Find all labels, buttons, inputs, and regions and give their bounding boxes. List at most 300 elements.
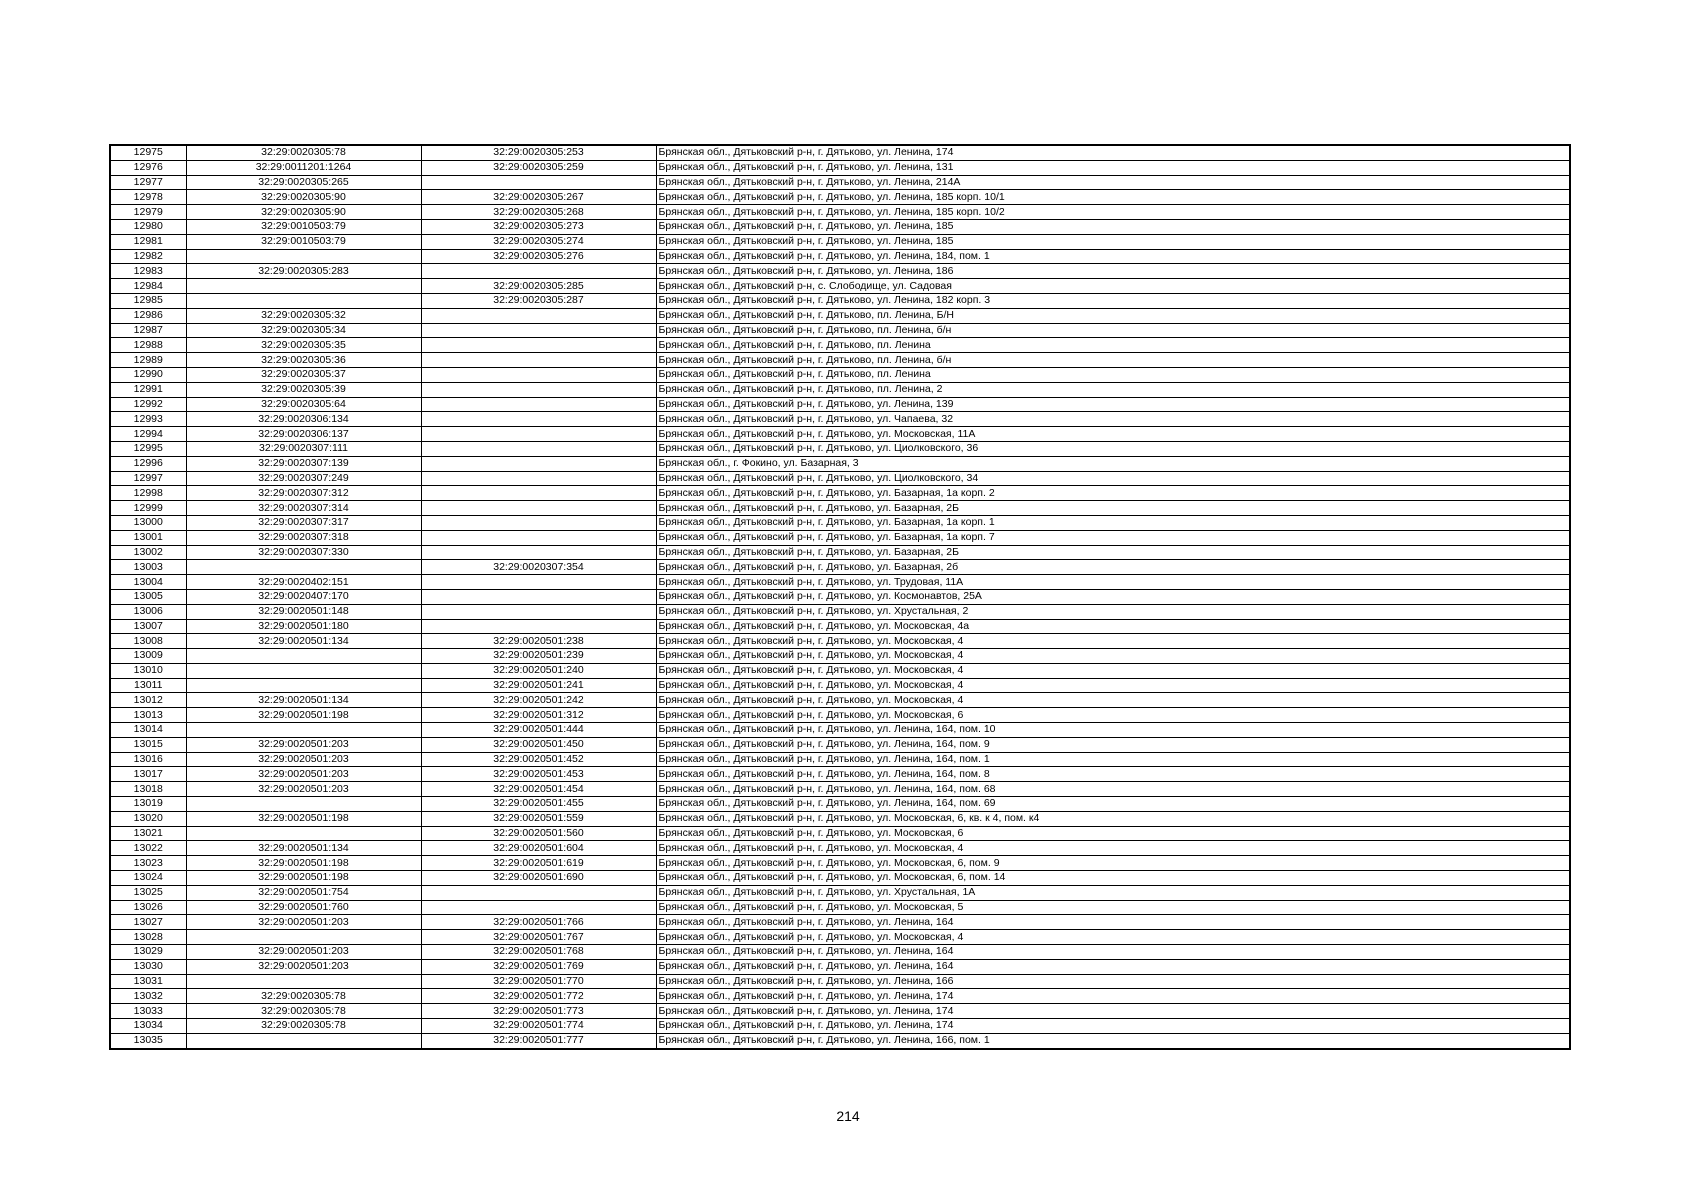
cadastral-number-cell: 32:29:0020501:772 xyxy=(421,989,656,1004)
table-row xyxy=(110,323,1570,338)
row-number-cell: 13000 xyxy=(110,515,186,530)
parent-cadastral-number-cell: 32:29:0020501:198 xyxy=(186,856,421,871)
table-row xyxy=(110,826,1570,841)
row-number-cell: 13011 xyxy=(110,678,186,693)
row-number-cell: 13014 xyxy=(110,723,186,738)
row-number-cell: 13012 xyxy=(110,693,186,708)
row-number-cell: 13023 xyxy=(110,856,186,871)
cadastral-number-cell: 32:29:0020501:312 xyxy=(421,708,656,723)
address-cell: Брянская обл., Дятьковский р-н, г. Дятьково, ул. Ленина, 174 xyxy=(656,145,1570,160)
parent-cadastral-number-cell xyxy=(186,678,421,693)
table-row xyxy=(110,486,1570,501)
address-cell: Брянская обл., Дятьковский р-н, г. Дятьково, ул. Московская, 6, пом. 14 xyxy=(656,871,1570,886)
table-row xyxy=(110,219,1570,234)
cadastral-number-cell xyxy=(421,382,656,397)
table-row xyxy=(110,619,1570,634)
table-row xyxy=(110,545,1570,560)
address-cell: Брянская обл., Дятьковский р-н, г. Дятьково, ул. Ленина, 164 xyxy=(656,915,1570,930)
records-table-body xyxy=(110,145,1570,1049)
table-row xyxy=(110,575,1570,590)
page-number: 214 xyxy=(836,1108,860,1124)
row-number-cell: 12980 xyxy=(110,219,186,234)
row-number-cell: 12990 xyxy=(110,367,186,382)
address-cell: Брянская обл., Дятьковский р-н, г. Дятьково, ул. Ленина, 185 корп. 10/2 xyxy=(656,205,1570,220)
address-cell: Брянская обл., Дятьковский р-н, г. Дятьково, ул. Ленина, 164, пом. 8 xyxy=(656,767,1570,782)
table-row xyxy=(110,1004,1570,1019)
parent-cadastral-number-cell: 32:29:0020501:203 xyxy=(186,945,421,960)
cadastral-number-cell: 32:29:0020501:454 xyxy=(421,782,656,797)
cadastral-number-cell xyxy=(421,604,656,619)
parent-cadastral-number-cell: 32:29:0020305:90 xyxy=(186,190,421,205)
cadastral-number-cell xyxy=(421,367,656,382)
address-cell: Брянская обл., Дятьковский р-н, г. Дятьково, ул. Московская, 4 xyxy=(656,678,1570,693)
table-row xyxy=(110,1019,1570,1034)
table-row xyxy=(110,752,1570,767)
table-row xyxy=(110,382,1570,397)
parent-cadastral-number-cell: 32:29:0020402:151 xyxy=(186,575,421,590)
cadastral-number-cell: 32:29:0020501:604 xyxy=(421,841,656,856)
cadastral-number-cell xyxy=(421,515,656,530)
row-number-cell: 13028 xyxy=(110,930,186,945)
row-number-cell: 13017 xyxy=(110,767,186,782)
parent-cadastral-number-cell: 32:29:0020305:34 xyxy=(186,323,421,338)
parent-cadastral-number-cell: 32:29:0020501:148 xyxy=(186,604,421,619)
row-number-cell: 13008 xyxy=(110,634,186,649)
row-number-cell: 13029 xyxy=(110,945,186,960)
parent-cadastral-number-cell: 32:29:0011201:1264 xyxy=(186,160,421,175)
table-row xyxy=(110,145,1570,160)
cadastral-number-cell: 32:29:0020501:777 xyxy=(421,1033,656,1048)
parent-cadastral-number-cell xyxy=(186,663,421,678)
row-number-cell: 13026 xyxy=(110,900,186,915)
parent-cadastral-number-cell: 32:29:0010503:79 xyxy=(186,234,421,249)
row-number-cell: 13002 xyxy=(110,545,186,560)
parent-cadastral-number-cell: 32:29:0020305:78 xyxy=(186,989,421,1004)
row-number-cell: 12986 xyxy=(110,308,186,323)
address-cell: Брянская обл., Дятьковский р-н, г. Дятьково, ул. Ленина, 166 xyxy=(656,974,1570,989)
row-number-cell: 12996 xyxy=(110,456,186,471)
row-number-cell: 12979 xyxy=(110,205,186,220)
table-row xyxy=(110,930,1570,945)
address-cell: Брянская обл., Дятьковский р-н, г. Дятьково, ул. Московская, 4 xyxy=(656,663,1570,678)
parent-cadastral-number-cell: 32:29:0020305:90 xyxy=(186,205,421,220)
table-row xyxy=(110,663,1570,678)
parent-cadastral-number-cell xyxy=(186,249,421,264)
cadastral-number-cell: 32:29:0020305:287 xyxy=(421,293,656,308)
address-cell: Брянская обл., Дятьковский р-н, г. Дятьково, ул. Базарная, 2Б xyxy=(656,501,1570,516)
table-row xyxy=(110,723,1570,738)
address-cell: Брянская обл., Дятьковский р-н, г. Дятьково, ул. Московская, 6 xyxy=(656,708,1570,723)
cadastral-number-cell xyxy=(421,575,656,590)
address-cell: Брянская обл., Дятьковский р-н, г. Дятьково, ул. Хрустальная, 1А xyxy=(656,885,1570,900)
row-number-cell: 13015 xyxy=(110,737,186,752)
cadastral-number-cell xyxy=(421,441,656,456)
row-number-cell: 12975 xyxy=(110,145,186,160)
address-cell: Брянская обл., Дятьковский р-н, г. Дятьково, пл. Ленина, 2 xyxy=(656,382,1570,397)
row-number-cell: 12976 xyxy=(110,160,186,175)
table-row xyxy=(110,885,1570,900)
address-cell: Брянская обл., Дятьковский р-н, г. Дятьково, ул. Ленина, 184, пом. 1 xyxy=(656,249,1570,264)
cadastral-number-cell xyxy=(421,264,656,279)
address-cell: Брянская обл., Дятьковский р-н, г. Дятьково, ул. Циолковского, 36 xyxy=(656,441,1570,456)
address-cell: Брянская обл., Дятьковский р-н, г. Дятьково, ул. Ленина, 164 xyxy=(656,959,1570,974)
address-cell: Брянская обл., Дятьковский р-н, г. Дятьково, ул. Московская, 4 xyxy=(656,693,1570,708)
row-number-cell: 12999 xyxy=(110,501,186,516)
table-row xyxy=(110,160,1570,175)
cadastral-number-cell: 32:29:0020501:242 xyxy=(421,693,656,708)
cadastral-number-cell xyxy=(421,456,656,471)
table-row xyxy=(110,560,1570,575)
parent-cadastral-number-cell: 32:29:0020501:203 xyxy=(186,782,421,797)
cadastral-number-cell: 32:29:0020305:274 xyxy=(421,234,656,249)
address-cell: Брянская обл., Дятьковский р-н, г. Дятьково, ул. Московская, 5 xyxy=(656,900,1570,915)
cadastral-number-cell: 32:29:0020501:767 xyxy=(421,930,656,945)
table-row xyxy=(110,397,1570,412)
cadastral-number-cell: 32:29:0020501:239 xyxy=(421,649,656,664)
row-number-cell: 13010 xyxy=(110,663,186,678)
parent-cadastral-number-cell: 32:29:0020501:134 xyxy=(186,841,421,856)
row-number-cell: 12981 xyxy=(110,234,186,249)
parent-cadastral-number-cell: 32:29:0020307:314 xyxy=(186,501,421,516)
address-cell: Брянская обл., Дятьковский р-н, г. Дятьково, ул. Ленина, 139 xyxy=(656,397,1570,412)
table-row xyxy=(110,767,1570,782)
parent-cadastral-number-cell: 32:29:0020305:265 xyxy=(186,175,421,190)
parent-cadastral-number-cell xyxy=(186,930,421,945)
parent-cadastral-number-cell: 32:29:0020501:198 xyxy=(186,871,421,886)
cadastral-number-cell: 32:29:0020501:444 xyxy=(421,723,656,738)
cadastral-number-cell xyxy=(421,900,656,915)
row-number-cell: 13018 xyxy=(110,782,186,797)
table-row xyxy=(110,412,1570,427)
row-number-cell: 13022 xyxy=(110,841,186,856)
row-number-cell: 13025 xyxy=(110,885,186,900)
cadastral-number-cell xyxy=(421,323,656,338)
row-number-cell: 13020 xyxy=(110,811,186,826)
cadastral-number-cell xyxy=(421,175,656,190)
parent-cadastral-number-cell xyxy=(186,293,421,308)
address-cell: Брянская обл., Дятьковский р-н, г. Дятьково, ул. Трудовая, 11А xyxy=(656,575,1570,590)
cadastral-number-cell: 32:29:0020501:559 xyxy=(421,811,656,826)
address-cell: Брянская обл., Дятьковский р-н, г. Дятьково, ул. Ленина, 185 xyxy=(656,219,1570,234)
address-cell: Брянская обл., Дятьковский р-н, г. Дятьково, ул. Хрустальная, 2 xyxy=(656,604,1570,619)
parent-cadastral-number-cell: 32:29:0020307:312 xyxy=(186,486,421,501)
cadastral-number-cell: 32:29:0020501:455 xyxy=(421,797,656,812)
table-row xyxy=(110,501,1570,516)
table-row xyxy=(110,589,1570,604)
table-row xyxy=(110,604,1570,619)
table-row xyxy=(110,974,1570,989)
row-number-cell: 13006 xyxy=(110,604,186,619)
table-row xyxy=(110,190,1570,205)
cadastral-number-cell xyxy=(421,885,656,900)
table-row xyxy=(110,782,1570,797)
cadastral-number-cell: 32:29:0020501:238 xyxy=(421,634,656,649)
cadastral-number-cell xyxy=(421,530,656,545)
address-cell: Брянская обл., Дятьковский р-н, г. Дятьково, ул. Ленина, 164, пом. 10 xyxy=(656,723,1570,738)
parent-cadastral-number-cell: 32:29:0020501:134 xyxy=(186,634,421,649)
cadastral-number-cell: 32:29:0020307:354 xyxy=(421,560,656,575)
row-number-cell: 13035 xyxy=(110,1033,186,1048)
table-row xyxy=(110,900,1570,915)
parent-cadastral-number-cell: 32:29:0020305:78 xyxy=(186,145,421,160)
row-number-cell: 12998 xyxy=(110,486,186,501)
parent-cadastral-number-cell xyxy=(186,1033,421,1048)
table-row xyxy=(110,841,1570,856)
address-cell: Брянская обл., Дятьковский р-н, г. Дятьково, ул. Московская, 6, кв. к 4, пом. к4 xyxy=(656,811,1570,826)
row-number-cell: 12978 xyxy=(110,190,186,205)
address-cell: Брянская обл., Дятьковский р-н, г. Дятьково, ул. Циолковского, 34 xyxy=(656,471,1570,486)
parent-cadastral-number-cell xyxy=(186,649,421,664)
address-cell: Брянская обл., Дятьковский р-н, г. Дятьково, ул. Базарная, 2б xyxy=(656,560,1570,575)
parent-cadastral-number-cell: 32:29:0020307:249 xyxy=(186,471,421,486)
row-number-cell: 13007 xyxy=(110,619,186,634)
cadastral-number-cell: 32:29:0020501:240 xyxy=(421,663,656,678)
cadastral-number-cell xyxy=(421,308,656,323)
parent-cadastral-number-cell xyxy=(186,560,421,575)
table-row xyxy=(110,471,1570,486)
parent-cadastral-number-cell: 32:29:0020305:78 xyxy=(186,1004,421,1019)
parent-cadastral-number-cell: 32:29:0020305:36 xyxy=(186,353,421,368)
parent-cadastral-number-cell: 32:29:0020307:330 xyxy=(186,545,421,560)
address-cell: Брянская обл., Дятьковский р-н, г. Дятьково, ул. Ленина, 164 xyxy=(656,945,1570,960)
row-number-cell: 12993 xyxy=(110,412,186,427)
address-cell: Брянская обл., Дятьковский р-н, г. Дятьково, ул. Ленина, 185 корп. 10/1 xyxy=(656,190,1570,205)
parent-cadastral-number-cell xyxy=(186,723,421,738)
row-number-cell: 13001 xyxy=(110,530,186,545)
table-row xyxy=(110,249,1570,264)
table-row xyxy=(110,915,1570,930)
cadastral-number-cell: 32:29:0020305:273 xyxy=(421,219,656,234)
cadastral-number-cell xyxy=(421,353,656,368)
cadastral-number-cell: 32:29:0020305:268 xyxy=(421,205,656,220)
address-cell: Брянская обл., Дятьковский р-н, г. Дятьково, ул. Московская, 4 xyxy=(656,649,1570,664)
parent-cadastral-number-cell xyxy=(186,974,421,989)
parent-cadastral-number-cell: 32:29:0020501:180 xyxy=(186,619,421,634)
table-row xyxy=(110,441,1570,456)
cadastral-number-cell xyxy=(421,589,656,604)
parent-cadastral-number-cell: 32:29:0020501:198 xyxy=(186,708,421,723)
cadastral-number-cell: 32:29:0020501:770 xyxy=(421,974,656,989)
cadastral-number-cell: 32:29:0020501:769 xyxy=(421,959,656,974)
records-table xyxy=(109,144,1571,1050)
table-row xyxy=(110,856,1570,871)
address-cell: Брянская обл., Дятьковский р-н, г. Дятьково, ул. Чапаева, 32 xyxy=(656,412,1570,427)
row-number-cell: 12997 xyxy=(110,471,186,486)
address-cell: Брянская обл., Дятьковский р-н, г. Дятьково, ул. Ленина, 186 xyxy=(656,264,1570,279)
address-cell: Брянская обл., Дятьковский р-н, г. Дятьково, ул. Ленина, 185 xyxy=(656,234,1570,249)
row-number-cell: 12989 xyxy=(110,353,186,368)
row-number-cell: 13005 xyxy=(110,589,186,604)
parent-cadastral-number-cell: 32:29:0020501:203 xyxy=(186,959,421,974)
table-row xyxy=(110,989,1570,1004)
parent-cadastral-number-cell: 32:29:0020407:170 xyxy=(186,589,421,604)
row-number-cell: 12977 xyxy=(110,175,186,190)
table-row xyxy=(110,945,1570,960)
table-row xyxy=(110,634,1570,649)
table-row xyxy=(110,279,1570,294)
parent-cadastral-number-cell: 32:29:0010503:79 xyxy=(186,219,421,234)
row-number-cell: 12995 xyxy=(110,441,186,456)
cadastral-number-cell: 32:29:0020501:450 xyxy=(421,737,656,752)
table-row xyxy=(110,797,1570,812)
address-cell: Брянская обл., Дятьковский р-н, г. Дятьково, ул. Ленина, 174 xyxy=(656,989,1570,1004)
row-number-cell: 13013 xyxy=(110,708,186,723)
cadastral-number-cell xyxy=(421,486,656,501)
cadastral-number-cell xyxy=(421,338,656,353)
table-row xyxy=(110,205,1570,220)
cadastral-number-cell: 32:29:0020305:267 xyxy=(421,190,656,205)
parent-cadastral-number-cell: 32:29:0020305:35 xyxy=(186,338,421,353)
row-number-cell: 13027 xyxy=(110,915,186,930)
row-number-cell: 13032 xyxy=(110,989,186,1004)
address-cell: Брянская обл., Дятьковский р-н, г. Дятьково, ул. Базарная, 2Б xyxy=(656,545,1570,560)
address-cell: Брянская обл., Дятьковский р-н, г. Дятьково, ул. Московская, 4 xyxy=(656,841,1570,856)
parent-cadastral-number-cell: 32:29:0020307:111 xyxy=(186,441,421,456)
row-number-cell: 12992 xyxy=(110,397,186,412)
row-number-cell: 13021 xyxy=(110,826,186,841)
address-cell: Брянская обл., Дятьковский р-н, г. Дятьково, ул. Московская, 4а xyxy=(656,619,1570,634)
cadastral-number-cell xyxy=(421,545,656,560)
parent-cadastral-number-cell: 32:29:0020307:317 xyxy=(186,515,421,530)
parent-cadastral-number-cell: 32:29:0020305:39 xyxy=(186,382,421,397)
cadastral-number-cell: 32:29:0020305:276 xyxy=(421,249,656,264)
address-cell: Брянская обл., Дятьковский р-н, г. Дятьково, ул. Московская, 4 xyxy=(656,634,1570,649)
address-cell: Брянская обл., Дятьковский р-н, г. Дятьково, пл. Ленина, б/н xyxy=(656,353,1570,368)
table-row xyxy=(110,293,1570,308)
cadastral-number-cell xyxy=(421,397,656,412)
address-cell: Брянская обл., Дятьковский р-н, г. Дятьково, ул. Ленина, 164, пом. 69 xyxy=(656,797,1570,812)
cadastral-number-cell: 32:29:0020501:773 xyxy=(421,1004,656,1019)
row-number-cell: 13019 xyxy=(110,797,186,812)
cadastral-number-cell: 32:29:0020501:774 xyxy=(421,1019,656,1034)
cadastral-number-cell xyxy=(421,501,656,516)
parent-cadastral-number-cell xyxy=(186,279,421,294)
parent-cadastral-number-cell: 32:29:0020305:32 xyxy=(186,308,421,323)
cadastral-number-cell xyxy=(421,427,656,442)
parent-cadastral-number-cell xyxy=(186,826,421,841)
address-cell: Брянская обл., Дятьковский р-н, г. Дятьково, ул. Ленина, 174 xyxy=(656,1019,1570,1034)
address-cell: Брянская обл., Дятьковский р-н, г. Дятьково, ул. Ленина, 164, пом. 68 xyxy=(656,782,1570,797)
address-cell: Брянская обл., Дятьковский р-н, г. Дятьково, ул. Космонавтов, 25А xyxy=(656,589,1570,604)
address-cell: Брянская обл., Дятьковский р-н, г. Дятьково, ул. Ленина, 182 корп. 3 xyxy=(656,293,1570,308)
table-row xyxy=(110,367,1570,382)
table-row xyxy=(110,959,1570,974)
parent-cadastral-number-cell: 32:29:0020305:283 xyxy=(186,264,421,279)
address-cell: Брянская обл., Дятьковский р-н, г. Дятьково, ул. Московская, 11А xyxy=(656,427,1570,442)
table-row xyxy=(110,1033,1570,1048)
cadastral-number-cell: 32:29:0020501:453 xyxy=(421,767,656,782)
row-number-cell: 12985 xyxy=(110,293,186,308)
address-cell: Брянская обл., Дятьковский р-н, г. Дятьково, пл. Ленина xyxy=(656,338,1570,353)
parent-cadastral-number-cell: 32:29:0020306:137 xyxy=(186,427,421,442)
cadastral-number-cell: 32:29:0020305:259 xyxy=(421,160,656,175)
row-number-cell: 13033 xyxy=(110,1004,186,1019)
cadastral-number-cell: 32:29:0020501:241 xyxy=(421,678,656,693)
row-number-cell: 12984 xyxy=(110,279,186,294)
cadastral-number-cell: 32:29:0020501:766 xyxy=(421,915,656,930)
row-number-cell: 13024 xyxy=(110,871,186,886)
row-number-cell: 13030 xyxy=(110,959,186,974)
address-cell: Брянская обл., Дятьковский р-н, г. Дятьково, ул. Московская, 6 xyxy=(656,826,1570,841)
address-cell: Брянская обл., Дятьковский р-н, г. Дятьково, ул. Московская, 6, пом. 9 xyxy=(656,856,1570,871)
table-row xyxy=(110,737,1570,752)
parent-cadastral-number-cell: 32:29:0020305:78 xyxy=(186,1019,421,1034)
parent-cadastral-number-cell: 32:29:0020501:203 xyxy=(186,915,421,930)
row-number-cell: 13009 xyxy=(110,649,186,664)
address-cell: Брянская обл., Дятьковский р-н, г. Дятьково, ул. Базарная, 1а корп. 7 xyxy=(656,530,1570,545)
table-row xyxy=(110,871,1570,886)
row-number-cell: 12982 xyxy=(110,249,186,264)
parent-cadastral-number-cell: 32:29:0020307:318 xyxy=(186,530,421,545)
cadastral-number-cell: 32:29:0020501:768 xyxy=(421,945,656,960)
cadastral-number-cell xyxy=(421,412,656,427)
address-cell: Брянская обл., Дятьковский р-н, г. Дятьково, ул. Ленина, 174 xyxy=(656,1004,1570,1019)
row-number-cell: 12991 xyxy=(110,382,186,397)
row-number-cell: 13016 xyxy=(110,752,186,767)
table-row xyxy=(110,234,1570,249)
row-number-cell: 13034 xyxy=(110,1019,186,1034)
parent-cadastral-number-cell: 32:29:0020501:203 xyxy=(186,737,421,752)
address-cell: Брянская обл., Дятьковский р-н, г. Дятьково, ул. Ленина, 131 xyxy=(656,160,1570,175)
table-row xyxy=(110,678,1570,693)
parent-cadastral-number-cell: 32:29:0020501:203 xyxy=(186,767,421,782)
table-row xyxy=(110,515,1570,530)
address-cell: Брянская обл., Дятьковский р-н, г. Дятьково, ул. Базарная, 1а корп. 1 xyxy=(656,515,1570,530)
parent-cadastral-number-cell: 32:29:0020501:198 xyxy=(186,811,421,826)
parent-cadastral-number-cell: 32:29:0020307:139 xyxy=(186,456,421,471)
address-cell: Брянская обл., Дятьковский р-н, г. Дятьково, пл. Ленина xyxy=(656,367,1570,382)
cadastral-number-cell: 32:29:0020501:690 xyxy=(421,871,656,886)
row-number-cell: 13004 xyxy=(110,575,186,590)
address-cell: Брянская обл., г. Фокино, ул. Базарная, 3 xyxy=(656,456,1570,471)
address-cell: Брянская обл., Дятьковский р-н, г. Дятьково, пл. Ленина, б/н xyxy=(656,323,1570,338)
row-number-cell: 13003 xyxy=(110,560,186,575)
cadastral-number-cell: 32:29:0020305:285 xyxy=(421,279,656,294)
address-cell: Брянская обл., Дятьковский р-н, г. Дятьково, ул. Ленина, 164, пом. 1 xyxy=(656,752,1570,767)
address-cell: Брянская обл., Дятьковский р-н, г. Дятьково, ул. Ленина, 166, пом. 1 xyxy=(656,1033,1570,1048)
table-row xyxy=(110,530,1570,545)
table-row xyxy=(110,308,1570,323)
table-row xyxy=(110,693,1570,708)
row-number-cell: 12983 xyxy=(110,264,186,279)
table-row xyxy=(110,264,1570,279)
cadastral-number-cell xyxy=(421,471,656,486)
parent-cadastral-number-cell xyxy=(186,797,421,812)
address-cell: Брянская обл., Дятьковский р-н, г. Дятьково, ул. Ленина, 214А xyxy=(656,175,1570,190)
address-cell: Брянская обл., Дятьковский р-н, с. Слободище, ул. Садовая xyxy=(656,279,1570,294)
parent-cadastral-number-cell: 32:29:0020306:134 xyxy=(186,412,421,427)
table-row xyxy=(110,811,1570,826)
cadastral-number-cell: 32:29:0020501:452 xyxy=(421,752,656,767)
cadastral-number-cell: 32:29:0020501:560 xyxy=(421,826,656,841)
address-cell: Брянская обл., Дятьковский р-н, г. Дятьково, ул. Московская, 4 xyxy=(656,930,1570,945)
table-row xyxy=(110,175,1570,190)
address-cell: Брянская обл., Дятьковский р-н, г. Дятьково, ул. Ленина, 164, пом. 9 xyxy=(656,737,1570,752)
table-row xyxy=(110,338,1570,353)
address-cell: Брянская обл., Дятьковский р-н, г. Дятьково, пл. Ленина, Б/Н xyxy=(656,308,1570,323)
table-row xyxy=(110,456,1570,471)
row-number-cell: 12994 xyxy=(110,427,186,442)
parent-cadastral-number-cell: 32:29:0020305:37 xyxy=(186,367,421,382)
row-number-cell: 12987 xyxy=(110,323,186,338)
row-number-cell: 13031 xyxy=(110,974,186,989)
table-row xyxy=(110,708,1570,723)
parent-cadastral-number-cell: 32:29:0020501:760 xyxy=(186,900,421,915)
parent-cadastral-number-cell: 32:29:0020501:754 xyxy=(186,885,421,900)
table-row xyxy=(110,353,1570,368)
row-number-cell: 12988 xyxy=(110,338,186,353)
table-row xyxy=(110,427,1570,442)
